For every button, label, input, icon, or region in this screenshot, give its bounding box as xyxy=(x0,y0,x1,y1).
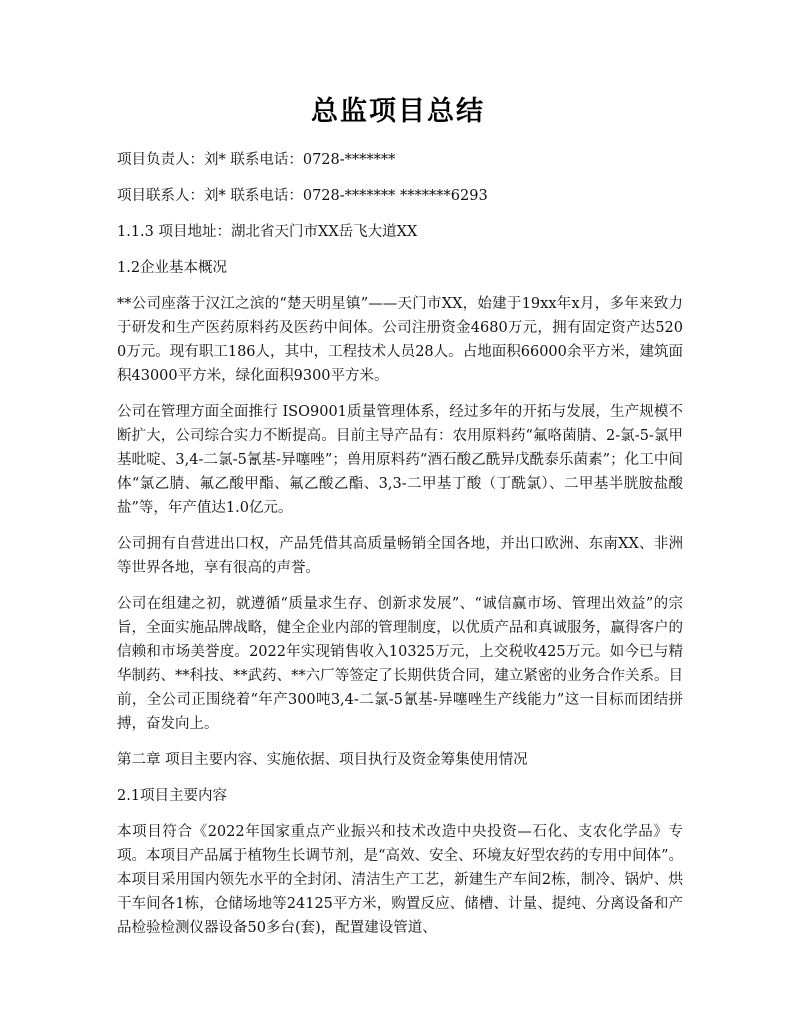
project-address-line: 1.1.3 项目地址：湖北省天门市XX岳飞大道XX xyxy=(117,224,418,240)
section-heading-2-1: 2.1项目主要内容 xyxy=(117,788,228,804)
project-content-paragraph: 本项目符合《2022年国家重点产业振兴和技术改造中央投资—石化、支农化学品》专项。本项目产品属于植物生长调节剂，是“高效、安全、环境友好型农药的专用中间体”。本项目采用国内领先水平的全封闭、清洁生产工艺，新建生产车间2栋，制冷、锅炉、烘干车间各1栋，仓储场地等24125平方米，购置反应、储槽、计量、提纯、分离设备和产品检验检测仪器设备50多台(套)，配置建设管道、 xyxy=(117,824,683,936)
strategy-sales-paragraph: 公司在组建之初，就遵循“质量求生存、创新求发展”、“诚信赢市场、管理出效益”的宗旨，全面实施品牌战略，健全企业内部的管理制度，以优质产品和真诚服务，赢得客户的信赖和市场美誉度。2022年实现销售收入10325万元，上交税收425万元。如今已与精华制药、**科技、**武药、**六厂等签定了长期供货合同，建立紧密的业务合作关系。目前，全公司正围绕着“年产300吨3,4-二氯-5氰基-异噻唑生产线能力”这一目标而团结拼搏，奋发向上。 xyxy=(117,596,683,732)
export-paragraph: 公司拥有自营进出口权，产品凭借其高质量畅销全国各地，并出口欧洲、东南XX、非洲等世界各地，享有很高的声誉。 xyxy=(117,536,683,576)
project-manager-line: 项目负责人：刘* 联系电话：0728-******* xyxy=(117,152,396,168)
document-title: 总监项目总结 xyxy=(311,96,485,127)
document-body xyxy=(117,148,683,952)
project-contact-line: 项目联系人：刘* 联系电话：0728-******* *******6293 xyxy=(117,188,488,204)
chapter-2-heading: 第二章 项目主要内容、实施依据、项目执行及资金筹集使用情况 xyxy=(117,752,528,768)
section-heading-1-2: 1.2企业基本概况 xyxy=(117,260,228,276)
management-products-paragraph: 公司在管理方面全面推行 ISO9001质量管理体系，经过多年的开拓与发展，生产规模不断扩大，公司综合实力不断提高。目前主导产品有：农用原料药“氟咯菌腈、2-氯-5-氯甲基吡啶、3,4-二氯-5氰基-异噻唑”；兽用原料药“酒石酸乙酰异戊酰泰乐菌素”；化工中间体“氯乙腈、氟乙酸甲酯、氟乙酸乙酯、3,3-二甲基丁酸（丁酰氯）、二甲基半胱胺盐酸盐”等，年产值达1.0亿元。 xyxy=(117,404,683,516)
company-overview-paragraph: **公司座落于汉江之滨的“楚天明星镇”——天门市XX，始建于19xx年x月，多年来致力于研发和生产医药原料药及医药中间体。公司注册资金4680万元，拥有固定资产达5200万元。现有职工186人，其中，工程技术人员28人。占地面积66000余平方米，建筑面积43000平方米，绿化面积9300平方米。 xyxy=(117,296,683,384)
